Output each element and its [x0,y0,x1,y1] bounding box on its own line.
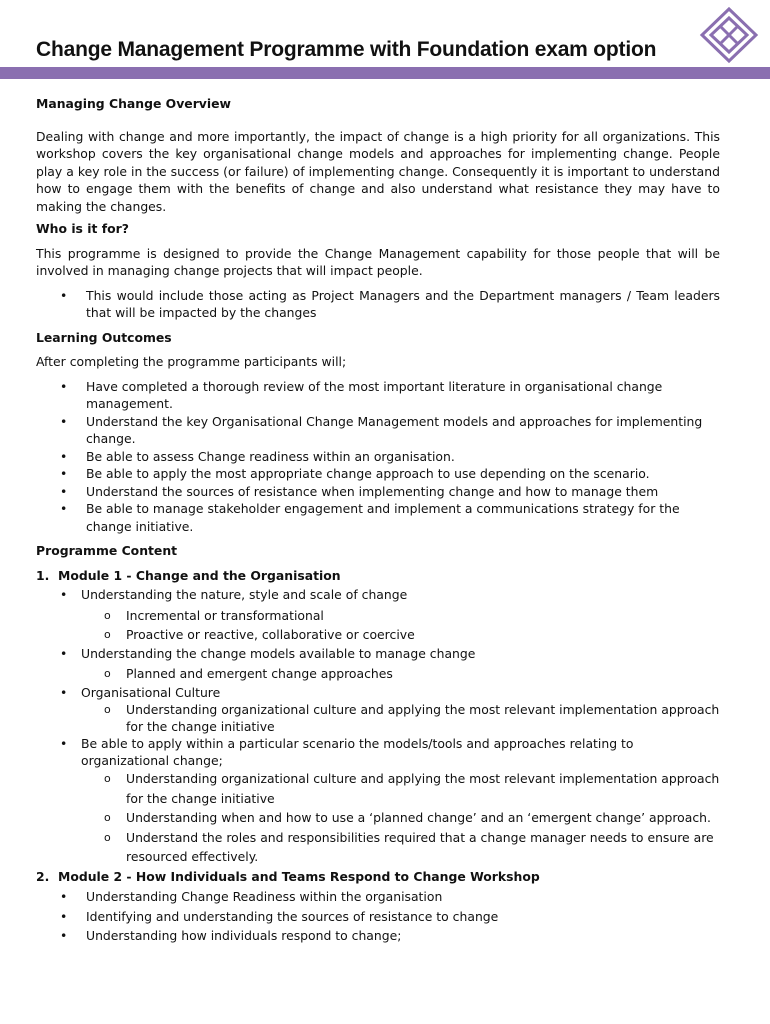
module-2-list [36,887,720,946]
document-body [36,95,720,946]
list-item: • Be able to apply within a particular scenario the models/tools and approaches relating to organizational change; [60,736,634,768]
list-item: • This would include those acting as Project Managers and the Department managers / Team leaders that will be impacted by the changes [60,287,720,320]
list-item: • Understand the key Organisational Change Management models and approaches for implementing change. [60,413,703,446]
module-1-list [36,586,720,867]
outcomes-heading: Learning Outcomes [36,329,172,345]
page-title: Change Management Programme with Foundation exam option [36,38,657,61]
who-heading: Who is it for? [36,221,129,236]
list-item: • Be able to manage stakeholder engagement and implement a communications strategy for the change initiative. [60,501,680,534]
module-heading [36,567,720,585]
module-title: Module 2 - How Individuals and Teams Respond to Change Workshop [58,868,540,884]
list-item: • Understanding Change Readiness within the organisation [60,889,443,904]
sub-list-item: o Incremental or transformational [104,607,324,623]
list-item: • Be able to assess Change readiness within an organisation. [60,448,455,464]
list-item: • Identifying and understanding the sources of resistance to change [60,908,499,924]
sub-list-item: o Proactive or reactive, collaborative or coercive [104,627,415,642]
header-rule [0,67,770,79]
list-item: • Have completed a thorough review of the most important literature in organisational change management. [60,378,663,411]
overview-paragraph: Dealing with change and more importantly, the impact of change is a high priority for all organizations. This workshop covers the key organisational change models and approaches for implementing change. People play a key role in the success (or failure) of implementing change. Consequently it is important to understand how to engage them with the benefits of change and also understand what resistance they may have to making the changes. [36,128,720,214]
outcomes-bullet-list [36,378,720,536]
sub-list-item: o Understand the roles and responsibilities required that a change manager needs to ensure are resourced effectively. [104,829,714,864]
list-item: • Understanding the change models available to manage change [60,645,476,661]
who-bullet-list [36,287,720,322]
list-item: • Understanding how individuals respond to change; [60,928,402,943]
module-title: Module 1 - Change and the Organisation [58,567,341,583]
outcomes-intro: After completing the programme participants will; [36,354,347,369]
sub-list-item: o Understanding organizational culture and applying the most relevant implementation approach for the change initiative [104,771,720,806]
who-paragraph: This programme is designed to provide the Change Management capability for those people that will be involved in managing change projects that will impact people. [36,245,720,278]
overview-heading: Managing Change Overview [36,96,231,111]
sub-list-item: o Planned and emergent change approaches [104,666,393,681]
list-item: • Understand the sources of resistance when implementing change and how to manage them [60,483,659,499]
list-item: • Understanding the nature, style and scale of change [60,587,408,602]
diamond-knot-logo [698,6,760,64]
content-heading: Programme Content [36,543,178,558]
module-number: 1. [36,567,50,583]
module-number: 2. [36,868,50,884]
list-item: • Organisational Culture [60,684,221,700]
sub-list-item: o Understanding organizational culture and applying the most relevant implementation approach for the change initiative [104,702,720,734]
sub-list-item: o Understanding when and how to use a ‘planned change’ and an ‘emergent change’ approach. [104,810,711,825]
list-item: • Be able to apply the most appropriate change approach to use depending on the scenario. [60,466,650,481]
module-heading [36,868,720,886]
